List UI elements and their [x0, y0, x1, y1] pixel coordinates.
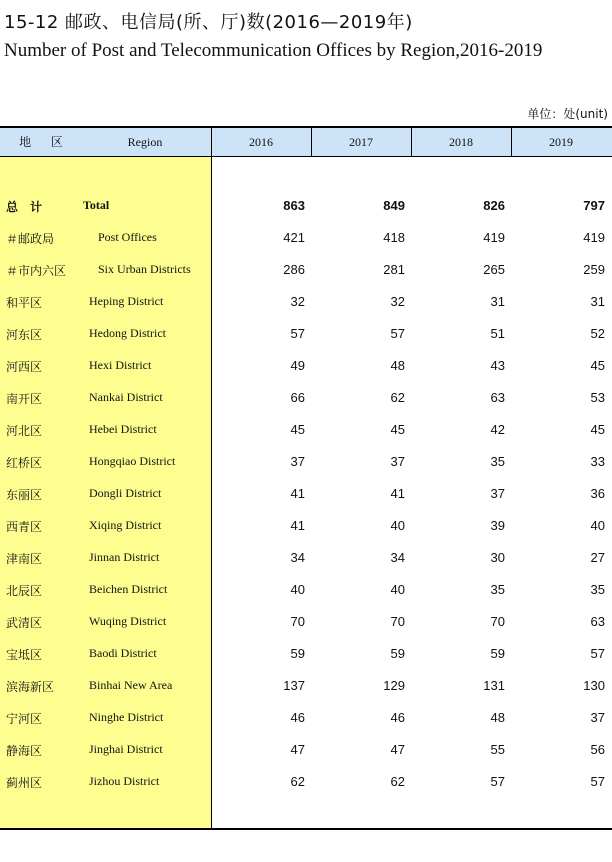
region-name-chinese: 河东区: [6, 328, 43, 342]
value-cell: 62: [390, 774, 405, 789]
value-cell: 35: [590, 582, 605, 597]
table-row: [0, 190, 612, 222]
value-cell: 59: [290, 646, 305, 661]
value-cell: 70: [290, 614, 305, 629]
value-cell: 45: [590, 422, 605, 437]
region-name-english: Hongqiao District: [89, 454, 176, 468]
value-cell: 33: [590, 454, 605, 469]
table-row: [0, 478, 612, 510]
value-cell: 129: [383, 678, 405, 693]
value-cell: 41: [390, 486, 405, 501]
table-row: [0, 286, 612, 318]
value-cell: 66: [290, 390, 305, 405]
value-cell: 42: [490, 422, 505, 437]
region-name-english: Jinnan District: [89, 550, 160, 564]
region-name-chinese: 南开区: [6, 392, 43, 406]
region-name-chinese: 静海区: [6, 744, 43, 758]
region-name-chinese: 红桥区: [6, 456, 43, 470]
table-row: [0, 638, 612, 670]
value-cell: 57: [590, 646, 605, 661]
table-title-chinese: 15-12 邮政、电信局(所、厅)数(2016—2019年): [4, 12, 413, 33]
region-name-chinese: 北辰区: [6, 584, 43, 598]
table-row: [0, 446, 612, 478]
region-name-chinese: 宁河区: [6, 712, 43, 726]
value-cell: 62: [290, 774, 305, 789]
value-cell: 56: [590, 742, 605, 757]
value-cell: 45: [290, 422, 305, 437]
region-name-chinese: 总 计: [6, 200, 43, 214]
value-cell: 30: [490, 550, 505, 565]
region-name-chinese: ＃邮政局: [6, 232, 55, 246]
value-cell: 37: [390, 454, 405, 469]
value-cell: 55: [490, 742, 505, 757]
region-name-chinese: 和平区: [6, 296, 43, 310]
value-cell: 31: [590, 294, 605, 309]
region-name-chinese: 蓟州区: [6, 776, 43, 790]
region-name-english: Jizhou District: [89, 774, 160, 788]
value-cell: 37: [290, 454, 305, 469]
value-cell: 265: [483, 262, 505, 277]
value-cell: 421: [283, 230, 305, 245]
value-cell: 849: [383, 198, 405, 213]
value-cell: 40: [390, 518, 405, 533]
region-name-english: Dongli District: [89, 486, 162, 500]
value-cell: 57: [490, 774, 505, 789]
value-cell: 70: [390, 614, 405, 629]
value-cell: 40: [590, 518, 605, 533]
value-cell: 259: [583, 262, 605, 277]
region-name-chinese: 西青区: [6, 520, 43, 534]
value-cell: 36: [590, 486, 605, 501]
value-cell: 46: [290, 710, 305, 725]
value-cell: 40: [290, 582, 305, 597]
region-name-english: Ninghe District: [89, 710, 164, 724]
table-row: [0, 766, 612, 798]
value-cell: 70: [490, 614, 505, 629]
value-cell: 418: [383, 230, 405, 245]
value-cell: 48: [490, 710, 505, 725]
table-row: [0, 734, 612, 766]
table-row: [0, 542, 612, 574]
value-cell: 419: [583, 230, 605, 245]
bottom-rule: [0, 828, 612, 830]
table-row: [0, 702, 612, 734]
table-row: [0, 222, 612, 254]
header-year: 2019: [549, 135, 573, 149]
region-name-chinese: 河西区: [6, 360, 43, 374]
table-row: [0, 670, 612, 702]
header-year: 2018: [449, 135, 473, 149]
value-cell: 131: [483, 678, 505, 693]
value-cell: 45: [390, 422, 405, 437]
value-cell: 826: [483, 198, 505, 213]
table-row: [0, 350, 612, 382]
value-cell: 41: [290, 486, 305, 501]
value-cell: 35: [490, 454, 505, 469]
region-name-chinese: 滨海新区: [6, 680, 55, 694]
region-name-english: Total: [83, 198, 110, 212]
value-cell: 51: [490, 326, 505, 341]
table-row: [0, 510, 612, 542]
value-cell: 419: [483, 230, 505, 245]
value-cell: 59: [390, 646, 405, 661]
region-name-chinese: 武清区: [6, 616, 43, 630]
value-cell: 47: [290, 742, 305, 757]
region-name-english: Hebei District: [89, 422, 157, 436]
value-cell: 39: [490, 518, 505, 533]
value-cell: 57: [290, 326, 305, 341]
value-cell: 47: [390, 742, 405, 757]
table-row: [0, 254, 612, 286]
value-cell: 797: [583, 198, 605, 213]
region-name-english: Baodi District: [89, 646, 157, 660]
value-cell: 286: [283, 262, 305, 277]
table-title-english: Number of Post and Telecommunication Offices by Region,2016-2019: [4, 40, 543, 61]
header-region-chinese: 地 区: [19, 135, 71, 149]
value-cell: 37: [590, 710, 605, 725]
region-name-chinese: 河北区: [6, 424, 43, 438]
header-region-english: Region: [127, 135, 163, 149]
region-name-english: Heping District: [89, 294, 164, 308]
unit-label: 单位：处(unit): [527, 107, 608, 121]
value-cell: 62: [390, 390, 405, 405]
region-name-english: Hexi District: [89, 358, 152, 372]
value-cell: 46: [390, 710, 405, 725]
header-year: 2017: [349, 135, 373, 149]
region-name-english: Beichen District: [89, 582, 168, 596]
value-cell: 45: [590, 358, 605, 373]
table-row: [0, 574, 612, 606]
value-cell: 53: [590, 390, 605, 405]
value-cell: 43: [490, 358, 505, 373]
region-name-english: Binhai New Area: [89, 678, 173, 692]
value-cell: 59: [490, 646, 505, 661]
value-cell: 63: [590, 614, 605, 629]
table-row: [0, 414, 612, 446]
value-cell: 57: [390, 326, 405, 341]
value-cell: 32: [290, 294, 305, 309]
value-cell: 63: [490, 390, 505, 405]
region-name-chinese: ＃市内六区: [6, 264, 67, 278]
value-cell: 34: [290, 550, 305, 565]
region-name-english: Post Offices: [98, 230, 157, 244]
region-name-english: Wuqing District: [89, 614, 167, 628]
header-bottom-rule: [0, 156, 612, 157]
value-cell: 40: [390, 582, 405, 597]
value-cell: 130: [583, 678, 605, 693]
region-name-english: Xiqing District: [89, 518, 162, 532]
value-cell: 48: [390, 358, 405, 373]
region-name-english: Hedong District: [89, 326, 166, 340]
table-row: [0, 606, 612, 638]
value-cell: 863: [283, 198, 305, 213]
value-cell: 32: [390, 294, 405, 309]
table-row: [0, 382, 612, 414]
table-row: [0, 318, 612, 350]
region-name-chinese: 宝坻区: [6, 648, 43, 662]
value-cell: 35: [490, 582, 505, 597]
value-cell: 57: [590, 774, 605, 789]
value-cell: 281: [383, 262, 405, 277]
region-name-english: Six Urban Districts: [98, 262, 191, 276]
region-name-chinese: 东丽区: [6, 488, 43, 502]
header-year: 2016: [249, 135, 273, 149]
value-cell: 31: [490, 294, 505, 309]
region-name-english: Nankai District: [89, 390, 163, 404]
value-cell: 52: [590, 326, 605, 341]
value-cell: 41: [290, 518, 305, 533]
region-name-chinese: 津南区: [6, 552, 43, 566]
value-cell: 34: [390, 550, 405, 565]
value-cell: 137: [283, 678, 305, 693]
region-name-english: Jinghai District: [89, 742, 163, 756]
value-cell: 37: [490, 486, 505, 501]
value-cell: 49: [290, 358, 305, 373]
value-cell: 27: [590, 550, 605, 565]
